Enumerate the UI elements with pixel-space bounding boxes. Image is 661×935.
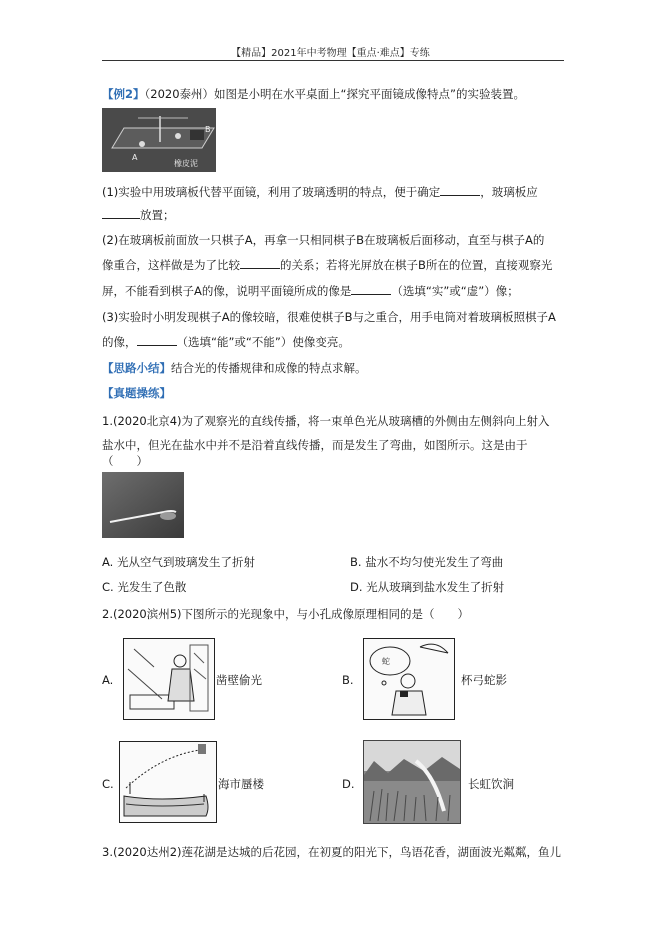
q3-line1: 3.(2020达州2)莲花湖是达城的后花园，在初夏的阳光下，鸟语花香，湖面波光粼粼，鱼儿 bbox=[102, 845, 562, 859]
q1-option-b[interactable]: B. 盐水不均匀使光发生了弯曲 bbox=[350, 555, 504, 569]
blank-2 bbox=[102, 207, 140, 219]
mirror-experiment-photo bbox=[102, 108, 216, 172]
example-q3-line2 bbox=[102, 334, 564, 350]
q1-text-a: (1)实验中用玻璃板代替平面镜，利用了玻璃透明的特点，便于确定 bbox=[102, 185, 441, 199]
q2-option-a-letter[interactable]: A. bbox=[102, 673, 114, 687]
example-stem bbox=[102, 86, 564, 102]
blank-3 bbox=[240, 257, 280, 269]
q2-option-d-letter[interactable]: D. bbox=[342, 777, 355, 791]
q2-image-b[interactable] bbox=[363, 638, 455, 720]
example-tag: 【例2】 bbox=[102, 87, 145, 101]
q2-option-c-letter[interactable]: C. bbox=[102, 777, 114, 791]
q2-text-d: 屏，不能看到棋子A的像，说明平面镜所成的像是 bbox=[102, 284, 352, 298]
q3-text-c: （选填“能”或“不能”）使像变亮。 bbox=[176, 335, 350, 349]
blank-1 bbox=[440, 184, 480, 196]
page-header: 【精品】2021年中考物理【重点·难点】专练 bbox=[231, 48, 430, 59]
q2-text-c: 的关系；若将光屏放在棋子B所在的位置，直接观察光 bbox=[280, 258, 553, 272]
example-q1-line1 bbox=[102, 184, 564, 200]
q1-line2: 盐水中，但光在盐水中并不是沿着直线传播，而是发生了弯曲，如图所示。这是由于（ ） bbox=[102, 438, 528, 468]
summary-tag: 【思路小结】 bbox=[102, 361, 171, 375]
q2-image-a[interactable] bbox=[123, 638, 215, 720]
example-q2-line3 bbox=[102, 283, 564, 299]
practice-tag: 【真题操练】 bbox=[102, 386, 171, 400]
example-source: （2020泰州） bbox=[144, 87, 215, 101]
example-q1-line2 bbox=[102, 207, 564, 223]
q3-text-b: 的像， bbox=[102, 335, 137, 349]
summary bbox=[102, 360, 564, 376]
label-b: B bbox=[205, 125, 211, 134]
header-divider bbox=[102, 60, 564, 61]
q2-image-d[interactable] bbox=[363, 740, 461, 824]
q2-text-e: （选填“实”或“虚”）像； bbox=[391, 284, 519, 298]
q1-text-b: ，玻璃板应 bbox=[480, 185, 538, 199]
summary-text: 结合光的传播规律和成像的特点求解。 bbox=[171, 361, 367, 375]
q2-caption-c: 海市蜃楼 bbox=[218, 777, 264, 791]
q2-caption-d: 长虹饮涧 bbox=[468, 777, 514, 791]
q2-caption-b: 杯弓蛇影 bbox=[461, 673, 507, 687]
q2-caption-a: 凿壁偷光 bbox=[216, 673, 262, 687]
q2-text-b: 像重合，这样做是为了比较 bbox=[102, 258, 240, 272]
q1-text-c: 放置； bbox=[140, 208, 175, 222]
q1-option-a[interactable]: A. 光从空气到玻璃发生了折射 bbox=[102, 555, 255, 569]
blank-5 bbox=[137, 334, 177, 346]
saltwater-light-photo bbox=[102, 472, 184, 538]
q2-stem: 2.(2020滨州5)下图所示的光现象中，与小孔成像原理相同的是（ ） bbox=[102, 607, 470, 621]
example-q2-line2 bbox=[102, 257, 564, 273]
bubble-text: 蛇 bbox=[382, 657, 390, 666]
example-stem-text: 如图是小明在水平桌面上“探究平面镜成像特点”的实验装置。 bbox=[214, 87, 525, 101]
example-q2-line1: (2)在玻璃板前面放一只棋子A，再拿一只相同棋子B在玻璃板后面移动，直至与棋子A的 bbox=[102, 233, 545, 247]
label-clay: 橡皮泥 bbox=[174, 159, 198, 168]
q1-line1: 1.(2020北京4)为了观察光的直线传播，将一束单色光从玻璃槽的外侧由左侧斜向上射入 bbox=[102, 414, 550, 428]
practice-heading bbox=[102, 385, 564, 401]
blank-4 bbox=[351, 283, 391, 295]
example-q3-line1: (3)实验时小明发现棋子A的像较暗，很难使棋子B与之重合，用手电筒对着玻璃板照棋子A bbox=[102, 310, 556, 324]
q2-image-c[interactable] bbox=[119, 741, 217, 823]
q1-option-c[interactable]: C. 光发生了色散 bbox=[102, 580, 187, 594]
q1-option-d[interactable]: D. 光从玻璃到盐水发生了折射 bbox=[350, 580, 505, 594]
label-a: A bbox=[132, 153, 138, 162]
q2-option-b-letter[interactable]: B. bbox=[342, 673, 354, 687]
